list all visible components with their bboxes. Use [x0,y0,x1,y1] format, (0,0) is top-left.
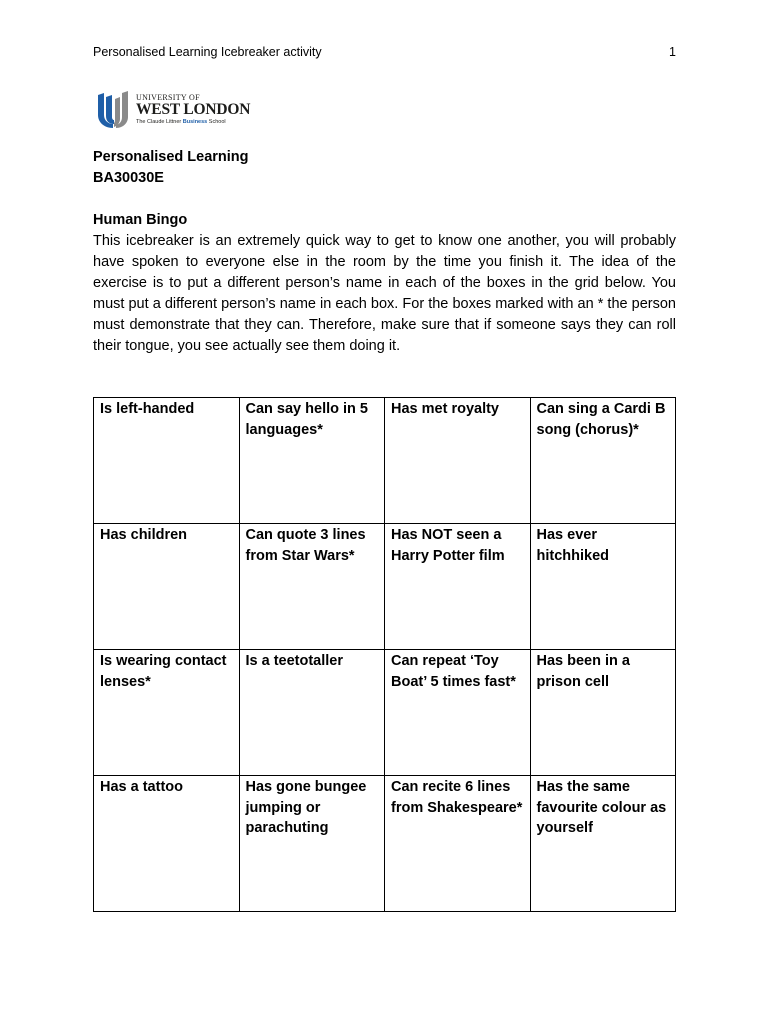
intro-paragraph: This icebreaker is an extremely quick way to get to know one another, you will probably have spoken to everyone else in the room by the time you finish it. The idea of the exercise is to put a different person’s name in each of the boxes in the grid below. You must put a different person’s name in each box. For the boxes marked with an * the person must demonstrate that they can. Therefore, make sure that if someone says they can roll their tongue, you see actually see them doing it. [93,233,676,354]
bingo-cell[interactable]: Has a tattoo [94,776,240,912]
section-title: Human Bingo [93,212,188,228]
page-header [93,43,676,61]
bingo-cell[interactable]: Has children [94,524,240,650]
logo-line-west-london: WEST LONDON [136,100,251,118]
bingo-cell[interactable]: Has gone bungee jumping or parachuting [239,776,385,912]
logo-line-school: The Claude Littner Business School [136,118,226,125]
bingo-row [94,650,676,776]
university-emblem-icon [96,89,130,129]
university-logo [96,88,266,130]
course-code: BA30030E [93,170,164,186]
bingo-cell[interactable]: Has ever hitchhiked [530,524,676,650]
page-number: 1 [669,45,676,59]
header-title: Personalised Learning Icebreaker activity [93,45,322,59]
bingo-cell[interactable]: Can quote 3 lines from Star Wars* [239,524,385,650]
document-body [93,147,676,357]
bingo-cell[interactable]: Has met royalty [385,398,531,524]
bingo-cell[interactable]: Has NOT seen a Harry Potter film [385,524,531,650]
bingo-cell[interactable]: Can repeat ‘Toy Boat’ 5 times fast* [385,650,531,776]
bingo-row [94,524,676,650]
logo-line-university-of: UNIVERSITY OF [136,92,200,102]
bingo-cell[interactable]: Can sing a Cardi B song (chorus)* [530,398,676,524]
bingo-cell[interactable]: Has the same favourite colour as yourself [530,776,676,912]
bingo-cell[interactable]: Is a teetotaller [239,650,385,776]
bingo-cell[interactable]: Is left-handed [94,398,240,524]
bingo-grid [93,397,676,912]
bingo-row [94,776,676,912]
bingo-cell[interactable]: Can say hello in 5 languages* [239,398,385,524]
bingo-cell[interactable]: Is wearing contact lenses* [94,650,240,776]
course-title: Personalised Learning [93,149,249,165]
bingo-row [94,398,676,524]
bingo-cell[interactable]: Has been in a prison cell [530,650,676,776]
bingo-cell[interactable]: Can recite 6 lines from Shakespeare* [385,776,531,912]
